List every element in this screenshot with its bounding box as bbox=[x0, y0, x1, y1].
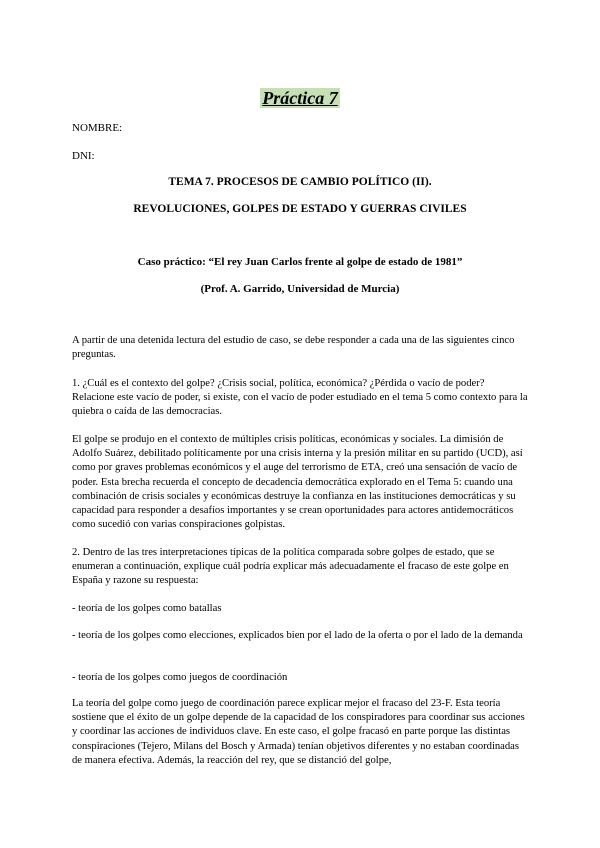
option-coordination-text: - teoría de los golpes como juegos de coordinación bbox=[72, 672, 288, 683]
answer-2 bbox=[72, 697, 528, 768]
question-2 bbox=[72, 546, 528, 589]
intro-paragraph bbox=[72, 334, 528, 362]
intro-text: A partir de una detenida lectura del estudio de caso, se debe responder a cada una de las siguientes cinco preguntas. bbox=[72, 335, 515, 361]
option-battles bbox=[72, 602, 528, 616]
case-heading: Caso práctico: “El rey Juan Carlos frente al golpe de estado de 1981” bbox=[137, 256, 463, 268]
answer-2-text: La teoría del golpe como juego de coordinación parece explicar mejor el fracaso del 23-F. Esta teoría sostiene que el éxito de un golpe depende de la capacidad de los conspiradores para coordinar sus acciones y coordinar las acciones de individuos clave. En este caso, el golpe fracasó en parte porque las distintas conspiraciones (Tejero, Milans del Bosch y Armada) tenían objetivos diferentes y no estaban coordinadas de manera efectiva. Además, la reacción del rey, que se distanció del golpe, bbox=[72, 698, 525, 766]
tema-heading: TEMA 7. PROCESOS DE CAMBIO POLÍTICO (II). bbox=[168, 176, 432, 188]
author-heading: (Prof. A. Garrido, Universidad de Murcia) bbox=[200, 283, 400, 295]
nombre-label: NOMBRE: bbox=[72, 122, 123, 134]
dni-label: DNI: bbox=[72, 150, 95, 162]
page-title: Práctica 7 bbox=[262, 88, 338, 108]
subtitle-heading: REVOLUCIONES, GOLPES DE ESTADO Y GUERRAS CIVILES bbox=[133, 203, 467, 215]
option-elections-text: - teoría de los golpes como elecciones, explicados bien por el lado de la oferta o por el lado de la demanda bbox=[72, 630, 523, 641]
option-coordination bbox=[72, 671, 528, 685]
title-wrap bbox=[0, 88, 600, 109]
question-1 bbox=[72, 377, 528, 420]
option-elections bbox=[72, 629, 528, 643]
answer-1-text: El golpe se produjo en el contexto de múltiples crisis políticas, económicas y sociales. La dimisión de Adolfo Suárez, debilitado políticamente por una crisis interna y la presión militar en su partido (UCD), así como por graves problemas económicos y el auge del terrorismo de ETA, creó una sensación de vacío de poder. Esta brecha recuerda el concepto de decadencia democrática explorado en el Tema 5: cuando una combinación de crisis sociales y económicas destruye la confianza en las instituciones democráticas y su capacidad para responder a desafíos importantes y se crean oportunidades para actores antidemocráticos como sucedió con varias conspiraciones golpistas. bbox=[72, 434, 523, 531]
answer-1 bbox=[72, 433, 528, 532]
question-2-text: 2. Dentro de las tres interpretaciones típicas de la política comparada sobre golpes de estado, que se enumeran a continuación, explique cuál podría explicar más adecuadamente el fracaso de este golpe en España y razone su respuesta: bbox=[72, 547, 509, 587]
option-battles-text: - teoría de los golpes como batallas bbox=[72, 603, 222, 614]
question-1-text: 1. ¿Cuál es el contexto del golpe? ¿Crisis social, política, económica? ¿Pérdida o vacío de poder? Relacione este vacío de poder, si existe, con el vacío de poder estudiado en el tema 5 como contexto para la quiebra o caída de las democracias. bbox=[72, 378, 528, 418]
